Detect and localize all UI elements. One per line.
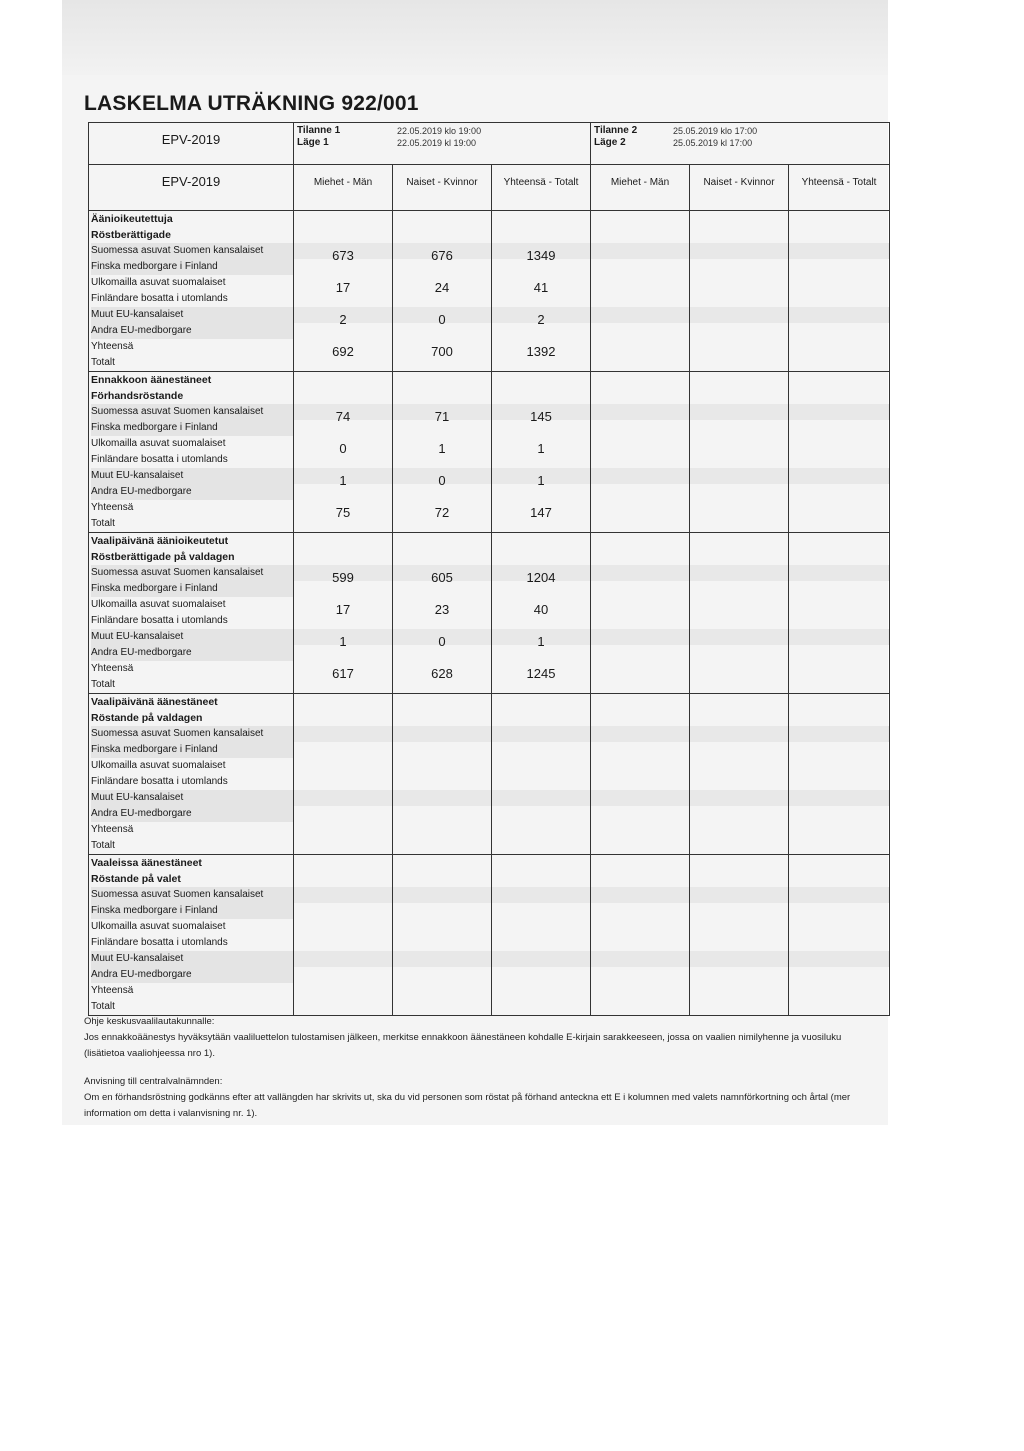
row-label: Finska medborgare i Finland [91, 581, 293, 597]
row-shade [789, 565, 889, 581]
count-value: 0 [438, 473, 446, 488]
value-cell-situation-2 [690, 211, 789, 372]
section-row [89, 533, 890, 694]
row-shade [492, 726, 590, 742]
row-label: Totalt [91, 357, 115, 368]
section-heading-sv: Röstberättigade [91, 229, 171, 241]
col-header-total-2: Yhteensä - Totalt [789, 165, 890, 211]
row-label: Finska medborgare i Finland [91, 903, 293, 919]
value-cell-situation-2 [591, 694, 690, 855]
row-shade [591, 243, 689, 259]
count-table [88, 122, 890, 1016]
row-label: Suomessa asuvat Suomen kansalaiset [91, 243, 293, 259]
row-shade [393, 951, 491, 967]
instructions [84, 1014, 874, 1134]
situation-1-time: 22.05.2019 klo 19:00 22.05.2019 kl 19:00 [397, 126, 482, 148]
row-shade [690, 951, 788, 967]
row-shade [591, 565, 689, 581]
value-cell-situation-2 [591, 855, 690, 1016]
count-value: 147 [530, 505, 552, 520]
count-value: 75 [335, 505, 351, 520]
section-label-cell [89, 694, 294, 855]
value-cell-situation-2 [591, 211, 690, 372]
value-cell-situation-2 [690, 855, 789, 1016]
section-heading-sv: Röstberättigade på valdagen [91, 551, 235, 563]
row-shade [294, 951, 392, 967]
header-row-situations [89, 123, 890, 165]
row-shade [591, 726, 689, 742]
count-value: 0 [438, 312, 446, 327]
count-value: 2 [339, 312, 347, 327]
row-label: Yhteensä [91, 341, 134, 352]
section-label-cell [89, 855, 294, 1016]
value-cell-situation-1 [393, 372, 492, 533]
row-shade [690, 404, 788, 420]
row-label: Suomessa asuvat Suomen kansalaiset [91, 565, 293, 581]
row-label: Muut EU-kansalaiset [91, 468, 293, 484]
count-value: 0 [438, 634, 446, 649]
value-cell-situation-2 [789, 372, 890, 533]
situation-1-cell [294, 123, 591, 165]
section-heading-sv: Förhandsröstande [91, 390, 184, 402]
row-label: Ulkomailla asuvat suomalaiset [91, 760, 226, 771]
col-header-women-2: Naiset - Kvinnor [690, 165, 789, 211]
row-label: Muut EU-kansalaiset [91, 790, 293, 806]
count-table-wrapper [88, 122, 888, 1016]
row-label: Yhteensä [91, 985, 134, 996]
count-value: 673 [332, 248, 354, 263]
row-shade [591, 790, 689, 806]
value-cell-situation-1 [393, 533, 492, 694]
count-value: 2 [537, 312, 545, 327]
value-cell-situation-1 [393, 855, 492, 1016]
scan-top-shading [62, 0, 888, 75]
count-value: 24 [434, 280, 450, 295]
row-shade [690, 887, 788, 903]
row-shade [789, 307, 889, 323]
count-value: 71 [434, 409, 450, 424]
count-value: 599 [332, 570, 354, 585]
count-value: 41 [533, 280, 549, 295]
row-shade [690, 790, 788, 806]
count-value: 0 [339, 441, 347, 456]
section-label-cell [89, 533, 294, 694]
count-value: 1 [537, 473, 545, 488]
row-label: Muut EU-kansalaiset [91, 307, 293, 323]
row-shade [591, 404, 689, 420]
count-value: 23 [434, 602, 450, 617]
count-value: 1349 [526, 248, 556, 263]
section-row [89, 694, 890, 855]
row-shade [591, 887, 689, 903]
section-heading-sv: Röstande på valet [91, 873, 181, 885]
row-label: Andra EU-medborgare [91, 806, 293, 822]
value-cell-situation-1 [294, 372, 393, 533]
count-value: 617 [332, 666, 354, 681]
row-label: Ulkomailla asuvat suomalaiset [91, 438, 226, 449]
section-row [89, 372, 890, 533]
count-value: 1 [339, 473, 347, 488]
count-value: 628 [431, 666, 453, 681]
count-value: 1 [537, 441, 545, 456]
row-shade [591, 629, 689, 645]
value-cell-situation-1 [492, 533, 591, 694]
section-label-cell [89, 372, 294, 533]
count-value: 700 [431, 344, 453, 359]
section-heading-fi: Äänioikeutettuja [91, 213, 173, 225]
value-cell-situation-1 [294, 533, 393, 694]
row-label: Finska medborgare i Finland [91, 259, 293, 275]
row-label: Suomessa asuvat Suomen kansalaiset [91, 887, 293, 903]
section-heading-fi: Vaalipäivänä äänioikeutetut [91, 535, 229, 547]
row-label: Finländare bosatta i utomlands [91, 293, 228, 304]
row-shade [789, 629, 889, 645]
row-label: Totalt [91, 1001, 115, 1012]
row-label: Finländare bosatta i utomlands [91, 776, 228, 787]
row-label: Andra EU-medborgare [91, 323, 293, 339]
row-label: Suomessa asuvat Suomen kansalaiset [91, 404, 293, 420]
row-label: Andra EU-medborgare [91, 645, 293, 661]
row-shade [393, 726, 491, 742]
col-header-total-1: Yhteensä - Totalt [492, 165, 591, 211]
row-label: Andra EU-medborgare [91, 967, 293, 983]
row-shade [690, 468, 788, 484]
row-label: Finska medborgare i Finland [91, 742, 293, 758]
row-shade [393, 790, 491, 806]
situation-1-label: Tilanne 1 Läge 1 [297, 125, 341, 148]
page-title: LASKELMA UTRÄKNING 922/001 [84, 92, 419, 115]
count-value: 145 [530, 409, 552, 424]
row-label: Yhteensä [91, 824, 134, 835]
col-header-women-1: Naiset - Kvinnor [393, 165, 492, 211]
value-cell-situation-2 [789, 694, 890, 855]
section-row [89, 211, 890, 372]
row-shade [591, 468, 689, 484]
value-cell-situation-2 [591, 533, 690, 694]
row-label: Andra EU-medborgare [91, 484, 293, 500]
value-cell-situation-1 [492, 372, 591, 533]
count-value: 676 [431, 248, 453, 263]
row-label: Totalt [91, 518, 115, 529]
row-shade [789, 951, 889, 967]
row-shade [492, 790, 590, 806]
value-cell-situation-1 [492, 694, 591, 855]
value-cell-situation-2 [690, 372, 789, 533]
row-shade [690, 726, 788, 742]
row-label: Ulkomailla asuvat suomalaiset [91, 277, 226, 288]
section-label-cell [89, 211, 294, 372]
section-row [89, 855, 890, 1016]
section-heading-sv: Röstande på valdagen [91, 712, 203, 724]
row-label: Yhteensä [91, 502, 134, 513]
count-value: 1 [339, 634, 347, 649]
value-cell-situation-2 [690, 694, 789, 855]
count-value: 692 [332, 344, 354, 359]
value-cell-situation-1 [393, 211, 492, 372]
row-label: Muut EU-kansalaiset [91, 629, 293, 645]
row-shade [789, 468, 889, 484]
value-cell-situation-2 [789, 211, 890, 372]
value-cell-situation-1 [393, 694, 492, 855]
row-shade [789, 790, 889, 806]
value-cell-situation-2 [789, 855, 890, 1016]
row-label: Finländare bosatta i utomlands [91, 615, 228, 626]
count-value: 1 [537, 634, 545, 649]
row-shade [294, 790, 392, 806]
row-shade [789, 243, 889, 259]
row-shade [393, 887, 491, 903]
value-cell-situation-1 [492, 855, 591, 1016]
col-header-men-1: Miehet - Män [294, 165, 393, 211]
row-shade [690, 243, 788, 259]
situation-2-cell [591, 123, 890, 165]
count-value: 40 [533, 602, 549, 617]
count-value: 1204 [526, 570, 556, 585]
count-value: 17 [335, 280, 351, 295]
row-shade [690, 629, 788, 645]
row-shade [294, 726, 392, 742]
value-cell-situation-1 [294, 211, 393, 372]
count-value: 605 [431, 570, 453, 585]
election-code-top: EPV-2019 [89, 123, 294, 165]
row-label: Totalt [91, 679, 115, 690]
value-cell-situation-2 [789, 533, 890, 694]
count-value: 72 [434, 505, 450, 520]
value-cell-situation-2 [591, 372, 690, 533]
row-label: Ulkomailla asuvat suomalaiset [91, 921, 226, 932]
count-value: 1392 [526, 344, 556, 359]
section-rows [89, 211, 890, 1016]
section-heading-fi: Ennakkoon äänestäneet [91, 374, 212, 386]
row-label: Finländare bosatta i utomlands [91, 454, 228, 465]
col-header-men-2: Miehet - Män [591, 165, 690, 211]
row-label: Suomessa asuvat Suomen kansalaiset [91, 726, 293, 742]
count-value: 17 [335, 602, 351, 617]
header-row-columns [89, 165, 890, 211]
row-label: Totalt [91, 840, 115, 851]
row-label: Finska medborgare i Finland [91, 420, 293, 436]
row-label: Finländare bosatta i utomlands [91, 937, 228, 948]
row-shade [591, 951, 689, 967]
value-cell-situation-1 [294, 855, 393, 1016]
row-label: Muut EU-kansalaiset [91, 951, 293, 967]
situation-2-label: Tilanne 2 Läge 2 [594, 125, 638, 148]
instructions-sv: Anvisning till centralvalnämnden: Om en förhandsröstning godkänns efter att vallängden har skrivits ut, ska du vid personen som röstat på förhand anteckna ett E i kolumnen med valets namnförkortning och årtal (mer information om detta i valanvisning nr. 1). [84, 1076, 851, 1119]
row-shade [294, 887, 392, 903]
row-shade [492, 951, 590, 967]
row-shade [789, 726, 889, 742]
section-heading-fi: Vaaleissa äänestäneet [91, 857, 202, 869]
row-shade [690, 565, 788, 581]
election-code-bottom: EPV-2019 [89, 165, 294, 211]
row-label: Ulkomailla asuvat suomalaiset [91, 599, 226, 610]
value-cell-situation-2 [690, 533, 789, 694]
situation-2-time: 25.05.2019 klo 17:00 25.05.2019 kl 17:00 [673, 126, 758, 148]
count-value: 74 [335, 409, 351, 424]
row-shade [690, 307, 788, 323]
row-label: Yhteensä [91, 663, 134, 674]
value-cell-situation-1 [492, 211, 591, 372]
count-value: 1245 [526, 666, 556, 681]
value-cell-situation-1 [294, 694, 393, 855]
row-shade [492, 887, 590, 903]
count-value: 1 [438, 441, 446, 456]
row-shade [591, 307, 689, 323]
instructions-fi: Ohje keskusvaalilautakunnalle: Jos ennakkoäänestys hyväksytään vaaliluettelon tulostamisen jälkeen, merkitse ennakkoon äänestäneen kohdalle E-kirjain sarakkeeseen, jossa on vaalien nimilyhenne ja vuosiluku (lisätietoa vaaliohjeessa nro 1). [84, 1016, 842, 1059]
section-heading-fi: Vaalipäivänä äänestäneet [91, 696, 218, 708]
row-shade [789, 404, 889, 420]
row-shade [789, 887, 889, 903]
